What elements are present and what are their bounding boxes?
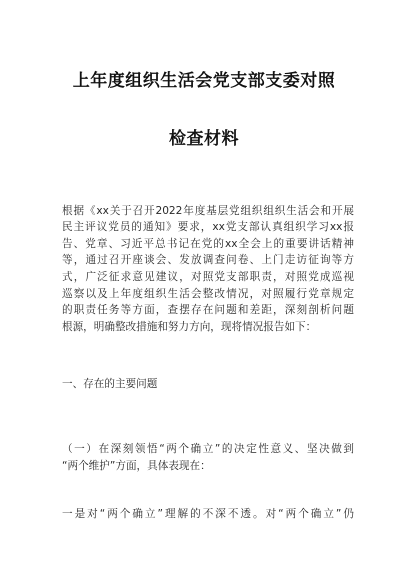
intro-line: 根源，明确整改措施和努力方向，现将情况报告如下：: [62, 321, 317, 333]
intro-line: 民主评议党员的通知》要求，xx党支部认真组织学习xx报: [62, 221, 354, 233]
subsection-line: （一）在深刻领悟“两个确立”的决定性意义、坚决做到: [62, 443, 354, 455]
document-title-line-2: 检查材料: [169, 129, 239, 149]
point-line: 一是对“两个确立”理解的不深不透。对“两个确立”仍: [62, 508, 354, 520]
intro-line: 巡察以及上年度组织生活会整改情况，对照履行党章规定: [62, 288, 354, 300]
document-title-line-1: 上年度组织生活会党支部支委对照: [72, 71, 336, 91]
point-paragraph-1: [62, 506, 354, 523]
subsection-line: “两个维护”方面，具体表现在：: [62, 460, 211, 472]
intro-line: 告、党章、习近平总书记在党的xx全会上的重要讲话精神: [62, 238, 354, 250]
section-heading-1: 一、存在的主要问题: [62, 378, 158, 390]
intro-paragraph: [62, 203, 354, 335]
intro-line: 等，通过召开座谈会、发放调查问卷、上门走访征询等方: [62, 254, 354, 266]
intro-line: 根据《xx关于召开2022年度基层党组织组织生活会和开展: [62, 205, 354, 217]
subsection-paragraph-1: [62, 441, 354, 475]
intro-line: 式，广泛征求意见建议，对照党支部职责，对照党成巡视: [62, 271, 354, 283]
intro-line: 的职责任务等方面，查摆存在问题和差距，深刻剖析问题: [62, 304, 354, 316]
